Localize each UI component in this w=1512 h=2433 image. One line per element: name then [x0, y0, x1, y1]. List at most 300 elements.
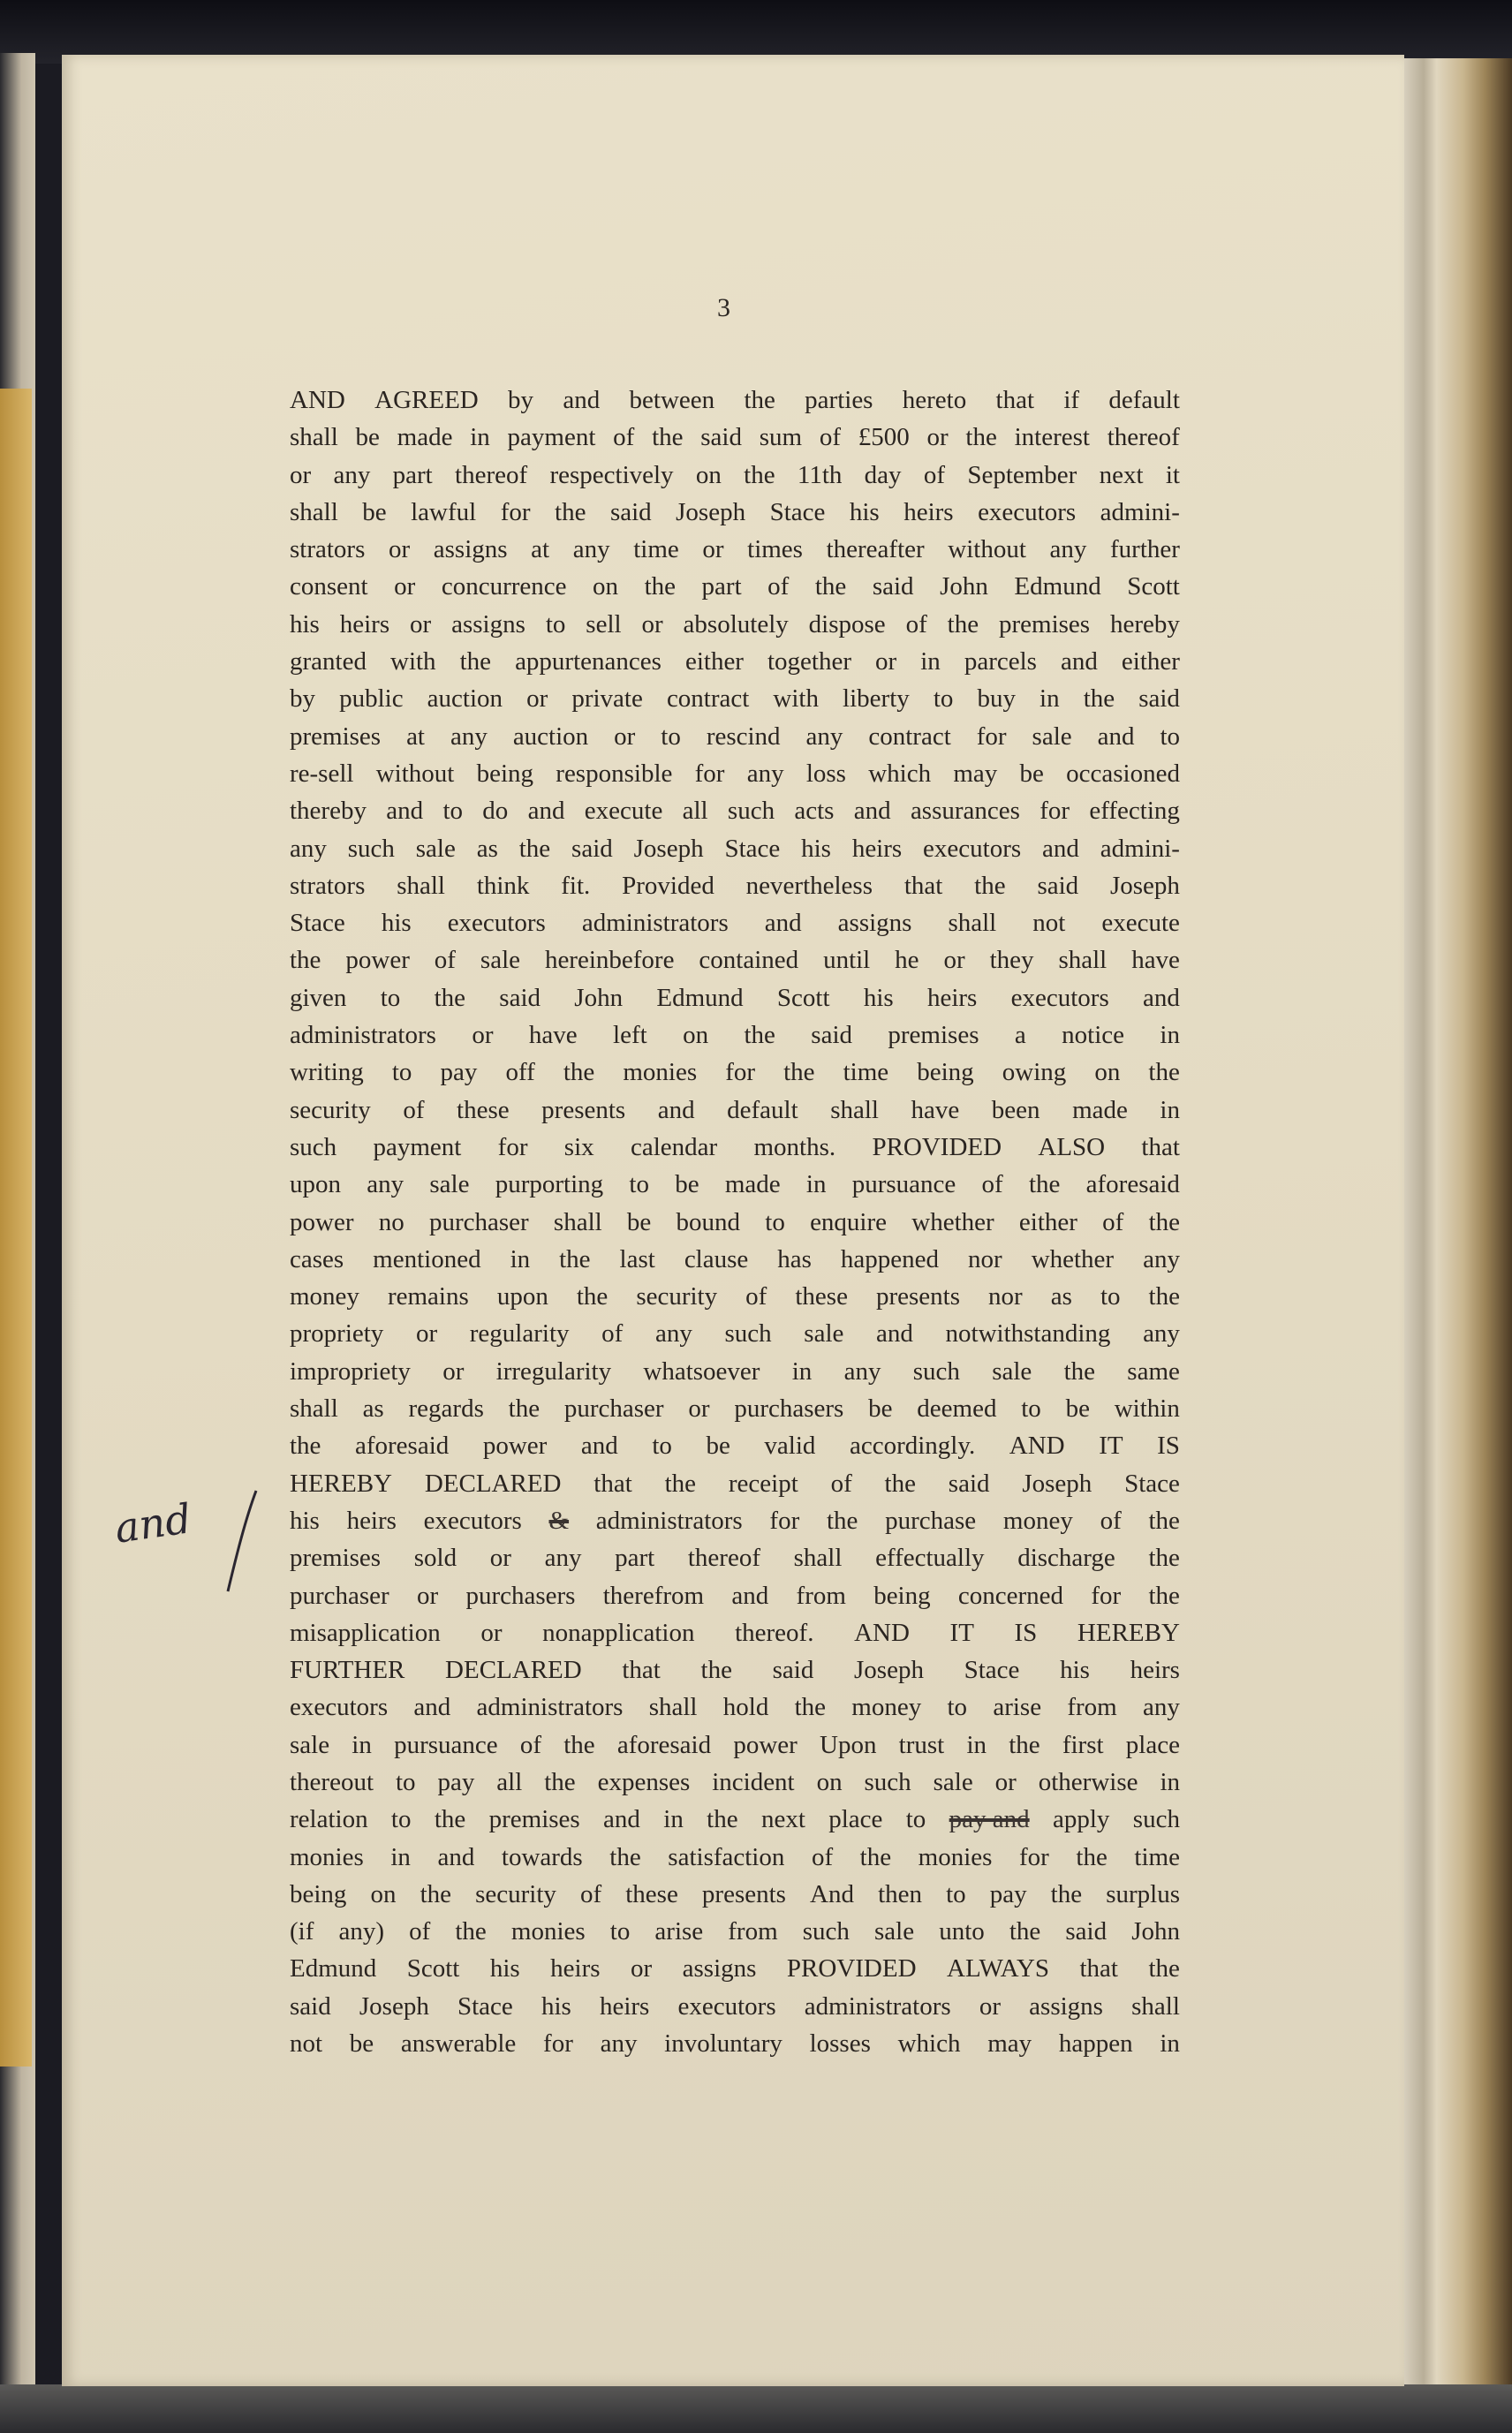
word: any	[572, 535, 610, 564]
word: therefrom	[602, 1581, 705, 1610]
word: the	[559, 1244, 591, 1273]
word: not	[290, 2029, 323, 2059]
word: thereof	[1107, 423, 1180, 452]
struck-out-text: pay and	[949, 1805, 1030, 1834]
text-line	[290, 494, 1180, 531]
word: and	[580, 1432, 618, 1461]
word: from	[728, 1917, 778, 1946]
text-line	[290, 606, 1180, 643]
word: between	[629, 386, 715, 414]
word: involuntary	[664, 2029, 782, 2059]
word: said	[948, 1469, 990, 1498]
word: to	[947, 1693, 968, 1722]
text-line	[290, 1876, 1180, 1913]
word: Joseph	[1022, 1469, 1092, 1498]
word: place	[828, 1805, 883, 1834]
word: the	[744, 1021, 775, 1050]
word: or	[926, 423, 949, 452]
word: Stace	[724, 834, 781, 863]
word: effectually	[875, 1544, 985, 1573]
word: And	[810, 1879, 854, 1908]
word: shall	[290, 497, 338, 526]
word: purchasers	[734, 1394, 844, 1424]
text-line	[290, 568, 1180, 605]
word: Scott	[406, 1954, 460, 1983]
word: clause	[684, 1244, 749, 1273]
word: and	[413, 1693, 451, 1722]
word: trust	[898, 1730, 945, 1759]
word: any	[333, 460, 371, 489]
word: for	[1019, 1842, 1049, 1871]
text-line	[290, 1315, 1180, 1352]
text-line	[290, 1913, 1180, 1950]
word: Joseph	[676, 497, 746, 526]
word: not	[1032, 909, 1066, 938]
word: within	[1114, 1394, 1180, 1424]
word: part	[701, 572, 742, 601]
word: has	[777, 1244, 812, 1273]
word: contract	[868, 722, 951, 751]
text-line	[290, 1016, 1180, 1054]
word: same	[1127, 1356, 1180, 1386]
word: of	[613, 423, 635, 452]
word: administrators	[581, 909, 729, 938]
word: and	[1042, 834, 1079, 863]
word: that	[1141, 1132, 1180, 1161]
word: the	[518, 834, 551, 863]
word: AGREED	[374, 386, 479, 414]
word: auction	[427, 684, 503, 714]
word: premises	[488, 1805, 580, 1834]
word: sale	[933, 1767, 973, 1796]
word: and	[657, 1095, 695, 1124]
word: such	[347, 834, 395, 863]
word: in	[1040, 684, 1060, 714]
word: to	[442, 797, 463, 826]
word: any	[544, 1544, 582, 1573]
word: heirs	[339, 609, 390, 638]
text-line	[290, 1054, 1180, 1091]
text-line	[290, 1427, 1180, 1464]
word: sold	[413, 1544, 457, 1573]
word: as	[476, 834, 498, 863]
word: IS	[1157, 1432, 1180, 1461]
word: sale	[1032, 722, 1072, 751]
word: of	[434, 946, 456, 975]
text-line	[290, 941, 1180, 978]
word: auction	[512, 722, 589, 751]
word: the	[1063, 1356, 1095, 1386]
word: the	[508, 1394, 541, 1424]
word: owing	[1002, 1058, 1067, 1087]
word: any	[367, 1170, 404, 1199]
word: execute	[584, 797, 663, 826]
word: his	[489, 1954, 520, 1983]
word: the	[434, 1805, 466, 1834]
word: parcels	[964, 647, 1037, 676]
word: to	[765, 1207, 785, 1236]
word: fit.	[561, 871, 591, 900]
word: or	[688, 1394, 710, 1424]
word: aforesaid	[616, 1730, 712, 1759]
text-line	[290, 1465, 1180, 1502]
word: heirs	[346, 1506, 397, 1535]
word: accordingly.	[849, 1432, 976, 1461]
word: or	[442, 1356, 465, 1386]
word: whatsoever	[643, 1356, 760, 1386]
word: a	[1014, 1021, 1026, 1050]
word: or	[417, 1581, 439, 1610]
previous-page-edge	[0, 389, 32, 2067]
word: last	[619, 1244, 655, 1273]
word: any	[1143, 1244, 1180, 1273]
text-line	[290, 643, 1180, 680]
word: rescind	[706, 722, 781, 751]
word: thereof	[455, 460, 528, 489]
word: or	[979, 1991, 1002, 2021]
word: security	[475, 1879, 556, 1908]
page-stack-edge	[1404, 58, 1512, 2399]
word: the	[1148, 1954, 1180, 1983]
word: be	[706, 1432, 730, 1461]
word: contract	[666, 684, 750, 714]
word: his	[290, 1506, 320, 1535]
word: said	[700, 423, 742, 452]
word: and	[527, 797, 565, 826]
word: Edmund	[656, 983, 744, 1012]
word: in	[966, 1730, 987, 1759]
word: happen	[1058, 2029, 1133, 2059]
word: or	[631, 1954, 653, 1983]
word: monies	[510, 1917, 586, 1946]
word: the	[563, 1058, 595, 1087]
word: of	[830, 1469, 852, 1498]
word: administrators	[476, 1693, 624, 1722]
word: HEREBY	[290, 1469, 392, 1498]
word: for	[1091, 1581, 1122, 1610]
word: executors	[978, 497, 1077, 526]
word: hereinbefore	[544, 946, 675, 975]
word: such	[912, 1356, 960, 1386]
word: of	[1102, 1207, 1124, 1236]
text-line	[290, 1727, 1180, 1764]
word: appurtenances	[515, 647, 662, 676]
word: premises	[290, 1544, 382, 1573]
word: of	[403, 1095, 425, 1124]
word: on	[593, 572, 619, 601]
word: place	[1125, 1730, 1180, 1759]
word: Upon	[820, 1730, 877, 1759]
text-line	[290, 419, 1180, 456]
page-number: 3	[717, 293, 730, 322]
word: said	[499, 983, 541, 1012]
word: sale	[992, 1356, 1032, 1386]
word: incident	[712, 1767, 795, 1796]
word: have	[1131, 946, 1180, 975]
word: and	[437, 1842, 475, 1871]
word: executors	[290, 1693, 389, 1722]
text-line	[290, 1353, 1180, 1390]
word: day	[864, 460, 902, 489]
word: the	[290, 1432, 321, 1461]
word: Joseph	[633, 834, 704, 863]
text-line	[290, 1950, 1180, 1987]
text-line	[290, 1651, 1180, 1689]
word: such	[290, 1132, 337, 1161]
word: to	[395, 1767, 416, 1796]
word: been	[991, 1095, 1040, 1124]
text-line	[290, 830, 1180, 867]
word: said	[1065, 1917, 1108, 1946]
word: purchase	[885, 1506, 977, 1535]
word: propriety	[290, 1319, 384, 1349]
word: ALSO	[1038, 1132, 1106, 1161]
word: the	[652, 423, 684, 452]
word: monies	[918, 1842, 993, 1871]
word: the	[1148, 1058, 1180, 1087]
word: occasioned	[1066, 759, 1180, 788]
word: HEREBY	[1077, 1618, 1180, 1647]
word: pursuance	[851, 1170, 956, 1199]
word: nor	[988, 1282, 1023, 1311]
word: sale	[804, 1319, 844, 1349]
word: Stace	[457, 1991, 513, 2021]
word: all	[496, 1767, 523, 1796]
text-line	[290, 904, 1180, 941]
word: money	[851, 1693, 922, 1722]
word: lawful	[411, 497, 477, 526]
word: in	[791, 1356, 813, 1386]
word: any	[843, 1356, 881, 1386]
scan-bottom-background	[0, 2384, 1512, 2433]
word: deemed	[917, 1394, 997, 1424]
word: regards	[408, 1394, 484, 1424]
word: that	[622, 1656, 661, 1685]
word: on	[695, 460, 722, 489]
word: discharge	[1017, 1544, 1115, 1573]
word: any	[1049, 535, 1087, 564]
text-line	[290, 1839, 1180, 1876]
word: buy	[977, 684, 1016, 714]
word: unto	[939, 1917, 985, 1946]
text-line	[290, 1764, 1180, 1801]
word: administrators	[290, 1021, 436, 1050]
word: it	[1165, 460, 1180, 489]
word: AND	[854, 1618, 910, 1647]
word: remains	[387, 1282, 469, 1311]
word: presents	[875, 1282, 961, 1311]
word: such	[864, 1767, 911, 1796]
text-line	[290, 755, 1180, 792]
word: arise	[993, 1693, 1042, 1722]
word: purchaser	[563, 1394, 664, 1424]
word: power	[345, 946, 410, 975]
word: liberty	[843, 684, 910, 714]
margin-note-text: and	[111, 1494, 194, 1553]
word: and	[853, 797, 891, 826]
word: these	[457, 1095, 510, 1124]
word: shall	[553, 1207, 602, 1236]
word: cases	[290, 1244, 344, 1273]
word: assurances	[910, 797, 1020, 826]
text-line	[290, 680, 1180, 717]
word: contained	[699, 946, 799, 975]
word: dispose	[808, 609, 886, 638]
word: execute	[1101, 909, 1180, 938]
word: on	[683, 1021, 709, 1050]
word: and	[1097, 722, 1135, 751]
word: made	[724, 1170, 781, 1199]
word: concurrence	[441, 572, 567, 601]
word: and	[764, 909, 802, 938]
word: losses	[809, 2029, 871, 2059]
word: have	[911, 1095, 960, 1124]
word: in	[352, 1730, 372, 1759]
text-line	[290, 1988, 1180, 2025]
word: together	[767, 647, 852, 676]
word: nor	[968, 1244, 1002, 1273]
word: administrators	[595, 1506, 743, 1535]
word: the	[664, 1469, 697, 1498]
word: said	[571, 834, 613, 863]
word: notwithstanding	[945, 1319, 1111, 1349]
word: that	[593, 1469, 632, 1498]
word: to	[390, 1805, 412, 1834]
word: heirs	[903, 497, 954, 526]
word: next	[1099, 460, 1144, 489]
word: of	[409, 1917, 431, 1946]
word: John	[1131, 1917, 1180, 1946]
word: IT	[1099, 1432, 1123, 1461]
word: public	[339, 684, 404, 714]
word: no	[378, 1207, 404, 1236]
word: the	[1148, 1544, 1180, 1573]
text-line	[290, 457, 1180, 494]
word: purchasers	[465, 1581, 576, 1610]
word: relation	[290, 1805, 368, 1834]
word: premises	[888, 1021, 979, 1050]
word: said	[609, 497, 652, 526]
word: monies	[623, 1058, 698, 1087]
word: FURTHER	[290, 1656, 405, 1685]
word: Joseph	[1109, 871, 1180, 900]
word: assigns	[837, 909, 912, 938]
word: be	[626, 1207, 652, 1236]
word: September	[967, 460, 1077, 489]
word: in	[920, 647, 941, 676]
word: and	[386, 797, 424, 826]
word: the	[290, 946, 321, 975]
word: sum	[759, 423, 803, 452]
word: aforesaid	[1085, 1170, 1180, 1199]
word: and	[1143, 983, 1180, 1012]
word: admini-	[1100, 497, 1180, 526]
word: made	[397, 423, 453, 452]
word: payment	[373, 1132, 462, 1161]
word: the	[965, 423, 997, 452]
word: executors	[447, 909, 546, 938]
word: for	[543, 2029, 573, 2059]
word: which	[868, 759, 932, 788]
word: and	[603, 1805, 640, 1834]
word: any)	[338, 1917, 384, 1946]
word: with	[390, 647, 436, 676]
word: the	[1148, 1581, 1180, 1610]
word: strators	[290, 535, 366, 564]
word: for	[497, 1132, 528, 1161]
word: bound	[676, 1207, 741, 1236]
text-line	[290, 1129, 1180, 1166]
word: shall	[793, 1544, 843, 1573]
word: of	[745, 1282, 767, 1311]
word: the	[783, 1058, 815, 1087]
word: his	[541, 1991, 571, 2021]
word: in	[1160, 1767, 1180, 1796]
word: if	[1063, 386, 1080, 414]
word: times	[747, 535, 803, 564]
word: shall	[1058, 946, 1108, 975]
word: the	[1148, 1207, 1180, 1236]
word: any	[1142, 1693, 1180, 1722]
word: sale	[480, 946, 520, 975]
word: to	[1160, 722, 1180, 751]
word: or	[480, 1618, 503, 1647]
word: his	[1060, 1656, 1090, 1685]
word: valid	[764, 1432, 816, 1461]
word: the	[420, 1879, 452, 1908]
word: regularity	[469, 1319, 570, 1349]
word: all	[682, 797, 708, 826]
word: or	[702, 535, 724, 564]
word: with	[773, 684, 819, 714]
word: happened	[840, 1244, 940, 1273]
word: notice	[1062, 1021, 1124, 1050]
word: any	[290, 834, 327, 863]
text-line	[290, 792, 1180, 829]
text-line	[290, 2025, 1180, 2062]
word: left	[613, 1021, 647, 1050]
word: purchaser	[428, 1207, 529, 1236]
word: or	[388, 535, 411, 564]
word: his	[801, 834, 831, 863]
word: or	[943, 946, 965, 975]
word: admini-	[1100, 834, 1180, 863]
word: otherwise	[1038, 1767, 1138, 1796]
text-line	[290, 1801, 1180, 1838]
word: be	[349, 2029, 374, 2059]
word: and	[563, 386, 601, 414]
word: of	[981, 1170, 1003, 1199]
word: impropriety	[290, 1356, 411, 1386]
word: premises	[998, 609, 1091, 638]
word: the	[744, 460, 775, 489]
text-line	[290, 1166, 1180, 1203]
word: default	[1108, 386, 1180, 414]
word: of	[923, 460, 946, 489]
word: security	[290, 1095, 371, 1124]
word: said	[290, 1991, 331, 2021]
word: being	[873, 1581, 931, 1610]
word: of	[767, 572, 790, 601]
word: on	[1094, 1058, 1121, 1087]
word: next	[760, 1805, 805, 1834]
text-line	[290, 1539, 1180, 1576]
word: his	[863, 983, 894, 1012]
word: said	[872, 572, 914, 601]
word: concerned	[957, 1581, 1064, 1610]
text-line	[290, 382, 1180, 419]
word: heirs	[550, 1954, 601, 1983]
